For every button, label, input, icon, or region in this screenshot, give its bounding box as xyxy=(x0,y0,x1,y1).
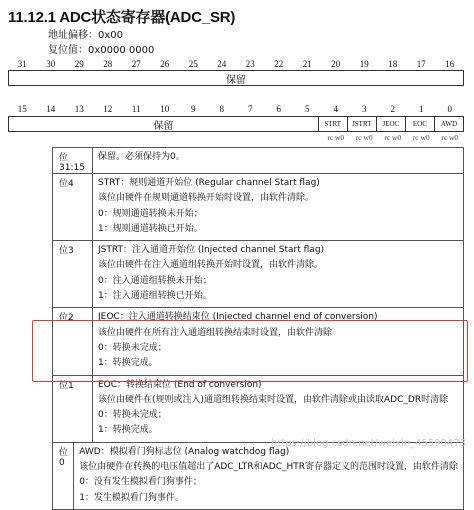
desc-line: 1：转换完成。 xyxy=(98,358,158,369)
reserved-field-high: 保留 xyxy=(226,74,246,86)
bit-number: 14 xyxy=(46,104,56,114)
desc-line: 该位由硬件在规则通道转换开始时设置，由软件清除。 xyxy=(98,193,315,204)
desc-line: 1：转换完成。 xyxy=(98,425,158,436)
bit-number: 22 xyxy=(274,59,284,69)
bit-number: 1 xyxy=(419,104,424,114)
bit-number: 30 xyxy=(46,59,56,69)
bit-numbers-low xyxy=(8,104,464,114)
desc-row-strt xyxy=(53,174,463,241)
watermark: https://blog.csdn.net/weixin_45590473 xyxy=(270,438,466,449)
bit-number: 3 xyxy=(362,104,367,114)
desc-bit: 位31:15 xyxy=(53,148,93,173)
register-high-half xyxy=(8,70,464,86)
desc-text xyxy=(74,443,463,509)
desc-heading: AWD：模拟看门狗标志位 (Analog watchdog flag) xyxy=(79,446,290,457)
bit-number: 17 xyxy=(416,59,426,69)
desc-text xyxy=(93,148,463,173)
desc-line: 0：注入通道组转换未开始； xyxy=(98,275,212,286)
bit-number: 10 xyxy=(160,104,170,114)
desc-line: 该位由硬件在所有注入通道组转换结束时设置，由软件清除 xyxy=(98,327,333,338)
desc-line: 1：发生模拟看门狗事件。 xyxy=(79,492,184,503)
desc-bit: 位0 xyxy=(53,443,74,509)
bit-number: 9 xyxy=(191,104,196,114)
bit-number: 13 xyxy=(74,104,84,114)
field-eoc: EOC xyxy=(406,117,435,131)
desc-line: 0：转换未完成； xyxy=(98,342,167,353)
desc-text xyxy=(93,308,463,374)
register-low-half xyxy=(8,116,464,132)
desc-line: 该位由硬件在(规则或注入)通道组转换结束时设置，由软件清除或由读取ADC_DR时清除 xyxy=(98,394,449,405)
bit-number: 19 xyxy=(359,59,369,69)
bit-number: 16 xyxy=(445,59,455,69)
desc-line: 该位由硬件在注入通道组转换开始时设置，由软件清除。 xyxy=(98,260,324,271)
bit-number: 26 xyxy=(160,59,170,69)
desc-line: 1：规则通道转换已开始。 xyxy=(98,223,203,234)
access-type: rc w0 xyxy=(384,133,402,142)
bit-number: 12 xyxy=(103,104,113,114)
bit-description-table xyxy=(52,147,464,510)
page-title: 11.12.1 ADC状态寄存器(ADC_SR) xyxy=(8,9,236,26)
bit-number: 25 xyxy=(188,59,198,69)
bit-number: 4 xyxy=(333,104,338,114)
desc-text xyxy=(93,376,463,442)
field-jstrt: JSTRT xyxy=(348,117,377,131)
bit-number: 0 xyxy=(447,104,452,114)
desc-text xyxy=(93,241,463,307)
desc-row-awd xyxy=(53,443,463,509)
desc-row-jeoc xyxy=(53,308,463,375)
bit-number: 27 xyxy=(131,59,141,69)
access-type: rc w0 xyxy=(355,133,373,142)
bit-number: 20 xyxy=(331,59,341,69)
bit-number: 28 xyxy=(103,59,113,69)
desc-bit: 位2 xyxy=(53,308,93,374)
field-jeoc: JEOC xyxy=(377,117,406,131)
bit-number: 6 xyxy=(276,104,281,114)
desc-bit: 位3 xyxy=(53,241,93,307)
desc-heading: JEOC：注入通道转换结束位 (Injected channel end of conversion) xyxy=(98,312,378,323)
field-strt: STRT xyxy=(319,117,348,131)
access-type: rc w0 xyxy=(441,133,459,142)
access-type: rc w0 xyxy=(327,133,345,142)
desc-text xyxy=(93,174,463,240)
reserved-field-low: 保留 xyxy=(9,117,319,131)
bit-number: 7 xyxy=(248,104,253,114)
reset-value: 复位值：0x0000 0000 xyxy=(48,45,155,56)
bit-number: 21 xyxy=(302,59,312,69)
bit-number: 11 xyxy=(131,104,141,114)
bit-number: 29 xyxy=(74,59,84,69)
desc-line: 该位由硬件在转换的电压值超出了ADC_LTR和ADC_HTR寄存器定义的范围时设置，由软件清除 xyxy=(79,462,458,473)
desc-row-eoc xyxy=(53,376,463,443)
bit-number: 8 xyxy=(219,104,224,114)
bit-numbers-high xyxy=(8,59,464,69)
desc-heading: JSTRT：注入通道开始位 (Injected channel Start flag) xyxy=(98,245,325,256)
desc-bit: 位1 xyxy=(53,376,93,442)
desc-line: 保留。必须保持为0。 xyxy=(98,152,185,162)
desc-line: 0：转换未完成； xyxy=(98,410,167,421)
desc-row-jstrt xyxy=(53,241,463,308)
access-type-row xyxy=(8,133,464,142)
address-offset: 地址偏移：0x00 xyxy=(48,30,124,41)
desc-bit: 位4 xyxy=(53,174,93,240)
field-awd: AWD xyxy=(440,120,458,128)
bit-number: 31 xyxy=(17,59,27,69)
desc-line: 0：没有发生模拟看门狗事件； xyxy=(79,477,202,488)
desc-heading: STRT：规则通道开始位 (Regular channel Start flag) xyxy=(98,178,320,188)
desc-line: 0：规则通道转换未开始； xyxy=(98,208,203,219)
desc-heading: EOC：转换结束位 (End of conversion) xyxy=(98,379,262,390)
desc-line: 1：注入通道组转换已开始。 xyxy=(98,291,212,302)
bit-number: 2 xyxy=(390,104,395,114)
bit-number: 15 xyxy=(17,104,27,114)
bit-number: 5 xyxy=(305,104,310,114)
desc-row-reserved xyxy=(53,148,463,174)
access-type: rc w0 xyxy=(412,133,430,142)
bit-number: 24 xyxy=(217,59,227,69)
bit-number: 18 xyxy=(388,59,398,69)
bit-number: 23 xyxy=(245,59,255,69)
